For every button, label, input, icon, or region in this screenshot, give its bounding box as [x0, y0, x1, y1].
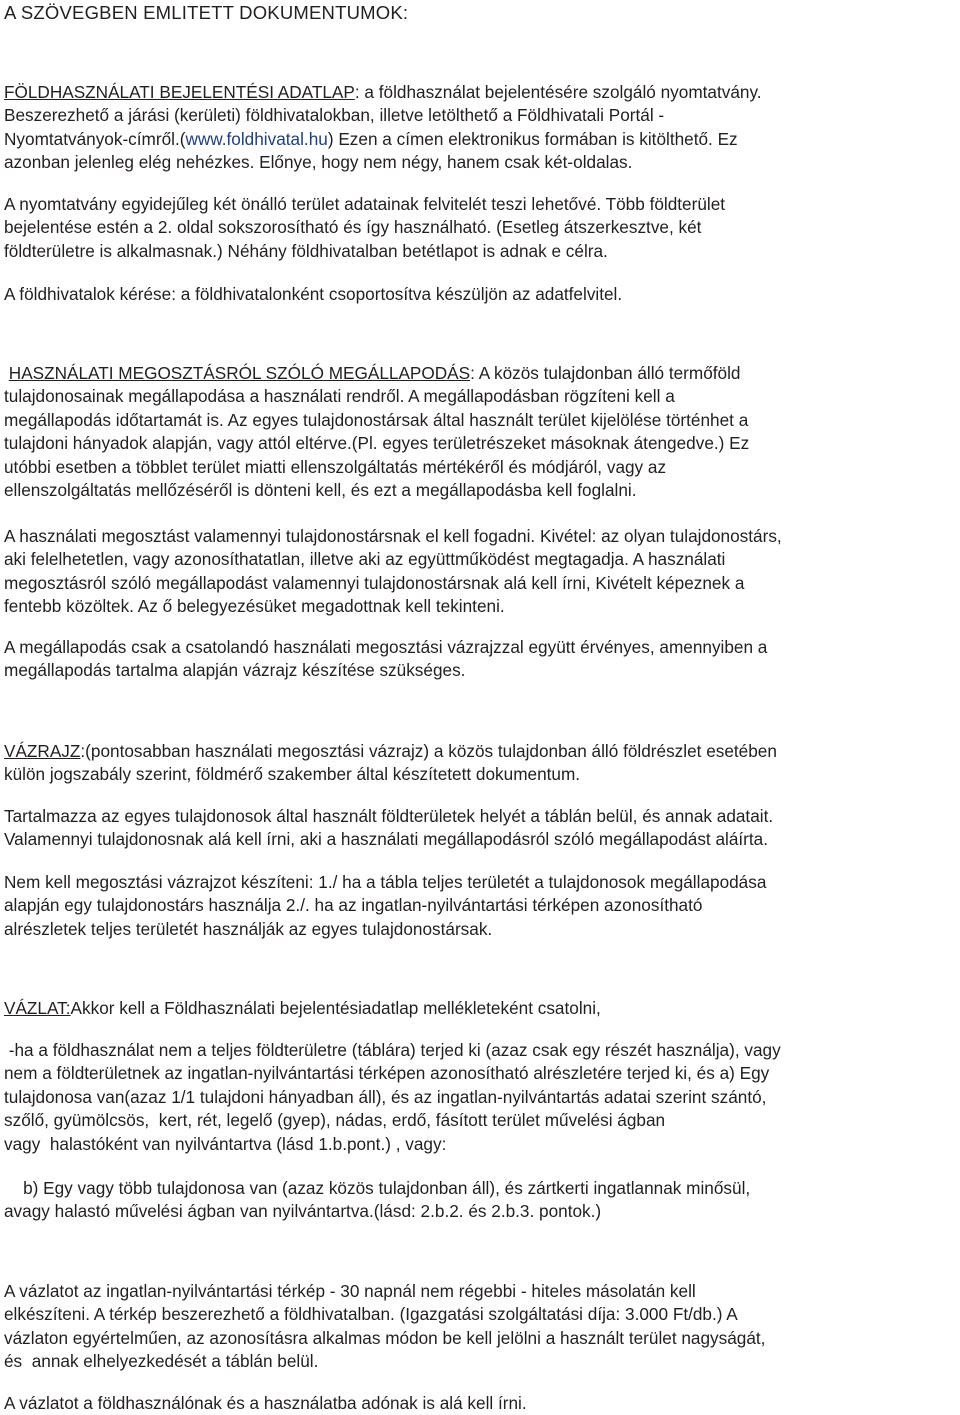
vazlat-paragraph-2: -ha a földhasználat nem a teljes földterületre (táblára) terjed ki (azaz csak egy részét használja), vagy nem a földterületnek az ingatlan-nyilvántartási térképen azonosítható alrészletére terjed ki, és a) Egy tulajdonosa van(azaz 1/1 tulajdoni hányadban áll), és az ingatlan-nyilvántartás adatai szerint szántó, szőlő, gyümölcsös, kert, rét, legelő (gyep), nádas, erdő, fásított terület művelési ágban vagy halastóként van nyilvántartva (lásd 1.b.pont.) , vagy: [4, 1040, 781, 1154]
adatlap-paragraph-2: A nyomtatvány egyidejűleg két önálló terület adatainak felvitelét teszi lehetővé. Több földterület bejelentése estén a 2. oldal sokszorosítható és így használható. (Esetleg átszerkesztve, két földterületre is alkalmasnak.) Néhány földhivatalban betétlapot is adnak e célra. [4, 194, 726, 261]
adatlap-definition [4, 81, 956, 175]
document-heading: A SZÖVEGBEN EMLITETT DOKUMENTUMOK: [4, 2, 409, 23]
term-megallapodas: HASZNÁLATI MEGOSZTÁSRÓL SZÓLÓ MEGÁLLAPODÁS [8, 363, 471, 383]
vazlat-paragraph-5: A vázlatot a földhasználónak és a használatba adónak is alá kell írni. [4, 1393, 527, 1413]
vazlat-paragraph-4: A vázlatot az ingatlan-nyilvántartási térkép - 30 napnál nem régebbi - hiteles másolatán kell elkészíteni. A térkép beszerezhető a földhivatalban. (Igazgatási szolgáltatási díja: 3.000 Ft/db.) A vázlaton egyértelműen, az azonosításra alkalmas módon be kell jelölni a használt terület nagyságát, és annak elhelyezkedését a táblán belül. [4, 1281, 766, 1372]
megallapodas-paragraph-3: A megállapodás csak a csatolandó használati megosztási vázrajzzal együtt érvényes, amennyiben a megállapodás tartalma alapján vázrajz készítése szükséges. [4, 637, 768, 681]
vazlat-paragraph-3: b) Egy vagy több tulajdonosa van (azaz közös tulajdonban áll), és zártkerti ingatlannak minősül, avagy halastó művelési ágban van nyilvántartva.(lásd: 2.b.2. és 2.b.3. pontok.) [4, 1178, 751, 1222]
portal-link[interactable]: www.foldhivatal.hu [185, 128, 328, 149]
term-vazlat: VÁZLAT: [4, 998, 71, 1018]
term-vazrajz: VÁZRAJZ [4, 741, 81, 761]
vazrajz-paragraph-3: Nem kell megosztási vázrajzot készíteni: 1./ ha a tábla teljes területét a tulajdonosok megállapodása alapján egy tulajdonostárs használja 2./. ha az ingatlan-nyilvántartási térképen azonosítható alrészletek teljes területét használják az egyes tulajdonostársak. [4, 872, 767, 939]
paragraph-line: azonban jelenleg elég nehézkes. Előnye, hogy nem négy, hanem csak két-oldalas. [4, 152, 633, 173]
paragraph-line: FÖLDHASZNÁLATI BEJELENTÉSI ADATLAP: a földhasználat bejelentésére szolgáló nyomtatvány. [4, 82, 762, 102]
vazlat-definition: VÁZLAT:Akkor kell a Földhasználati bejelentésiadatlap mellékleteként csatolni, [4, 998, 601, 1018]
adatlap-paragraph-3: A földhivatalok kérése: a földhivatalonként csoportosítva készüljön az adatfelvitel. [4, 284, 623, 304]
paragraph-line: Nyomtatványok-címről.(www.foldhivatal.hu) Ezen a címen elektronikus formában is kitölthető. Ez [4, 128, 738, 149]
vazrajz-paragraph-2: Tartalmazza az egyes tulajdonosok által használt földterületek helyét a táblán belül, és annak adatait. Valamennyi tulajdonosnak alá kell írni, aki a használati megállapodásról szóló megállapodást aláírta. [4, 806, 774, 850]
vazrajz-definition: VÁZRAJZ:(pontosabban használati megosztási vázrajz) a közös tulajdonban álló földrészlet esetében külön jogszabály szerint, földmérő szakember által készítetett dokumentum. [4, 741, 777, 785]
megallapodas-paragraph-2: A használati megosztást valamennyi tulajdonostársnak el kell fogadni. Kivétel: az olyan tulajdonostárs, aki felelhetetlen, vagy azonosíthatatlan, illetve aki az együttműködést megtagadja. A használati megosztásról szóló megállapodást valamennyi tulajdonostársnak alá kell írni, Kivételt képeznek a fentebb közöltek. Az ő belegyezésüket megadottnak kell tekinteni. [4, 526, 782, 617]
term-adatlap: FÖLDHASZNÁLATI BEJELENTÉSI ADATLAP [4, 82, 355, 102]
megallapodas-definition: HASZNÁLATI MEGOSZTÁSRÓL SZÓLÓ MEGÁLLAPODÁS: A közös tulajdonban álló termőföld tulajdonosainak megállapodása a használati rendről. A megállapodásban rögzíteni kell a megállapodás időtartamát is. Az egyes tulajdonostársak által használt terület kijelölése történhet a tulajdoni hányadok alapján, vagy attól eltérve.(Pl. egyes területrészeket másoknak átengedve.) Ez utóbbi esetben a többlet terület miatti ellenszolgáltatás mértékéről és módjáról, vagy az ellenszolgáltatás mellőzéséről is dönteni kell, és ezt a megállapodásba kell foglalni. [4, 363, 750, 501]
paragraph-line: Beszerezhető a járási (kerületi) földhivatalokban, illetve letölthető a Földhivatali Portál - [4, 105, 665, 126]
